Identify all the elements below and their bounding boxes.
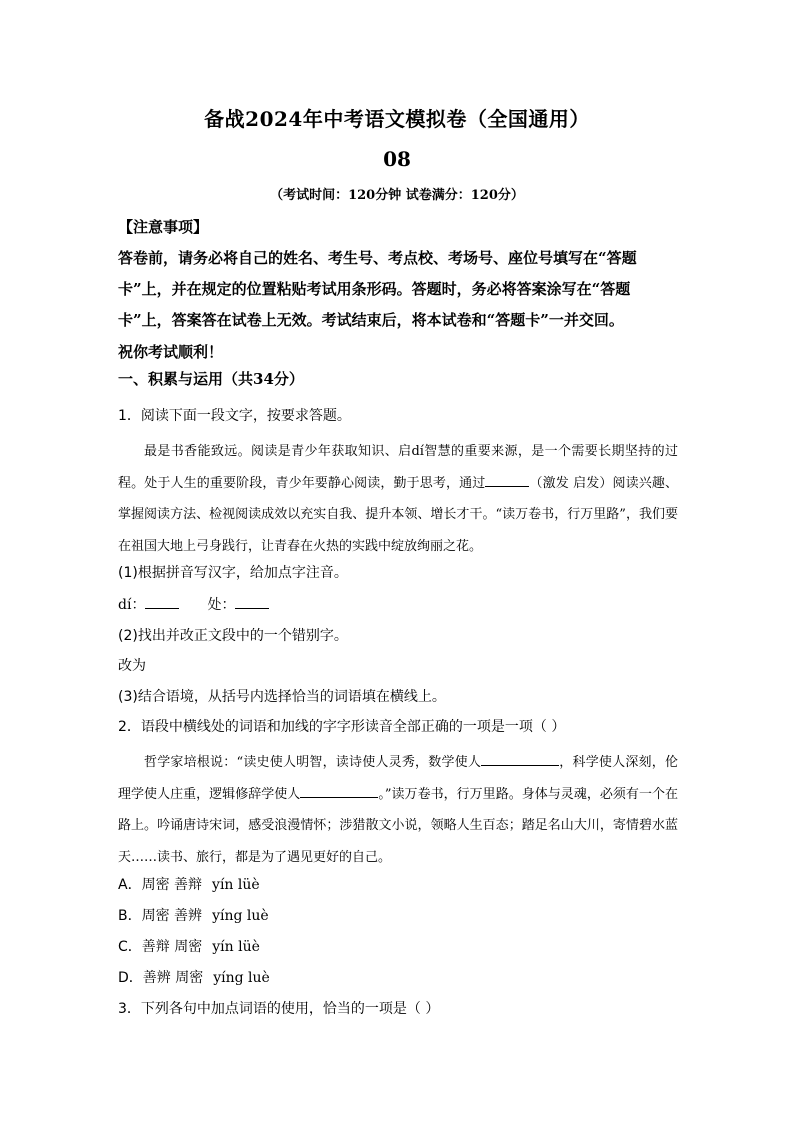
notice-body: 答卷前，请务必将自己的姓名、考生号、考点校、考场号、座位号填写在“答题卡”上，并在规定的位置粘贴考试用条形码。答题时，务必将答案涂写在“答题卡”上，答案答在试卷上无效。考试结束后，将本试卷和“答题卡”一并交回。	[118, 249, 637, 329]
question-3-stem: 3．下列各句中加点词语的使用，恰当的一项是（ ）	[118, 1001, 440, 1017]
option-d[interactable]	[118, 967, 270, 987]
passage-choice: （激发 启发）	[529, 475, 613, 491]
option-pinyin: yíng luè	[212, 908, 269, 924]
option-letter: B．	[118, 908, 142, 924]
question-1-stem: 1．阅读下面一段文字，按要求答题。	[118, 408, 351, 424]
option-words: 善辩 周密	[141, 939, 203, 955]
option-words: 周密 善辩	[141, 877, 203, 893]
chu-blank[interactable]	[235, 594, 269, 609]
answer-blank[interactable]	[300, 783, 378, 798]
option-letter: D．	[118, 970, 143, 986]
passage-text-a: 最是书香能致远。阅读是青少年获取知识、启dí智慧的重要来源，是一个需要长期坚持的过程。处于人生的重要阶段，青少年要静心阅读，勤于思考，通过	[118, 444, 678, 491]
passage-text-b: 阅读兴趣、掌握阅读方法、检视阅读成效以充实自我、提升本领、增长才干。“读万卷书，行万里路”，我们要在祖国大地上弓身践行，让青春在火热的实践中绽放绚丽之花。	[118, 475, 678, 554]
option-words: 周密 善辨	[141, 908, 203, 924]
pinyin-blank[interactable]	[145, 594, 179, 609]
page-title: 备战2024年中考语文模拟卷（全国通用）	[204, 107, 590, 131]
section-title: 一、积累与运用（共34分）	[118, 370, 304, 388]
question-1-passage	[118, 436, 678, 562]
pinyin-answer-line	[118, 594, 269, 614]
option-c[interactable]	[118, 936, 260, 956]
passage-text-c: 。”读万卷书，行万里路。身体与灵魂，必须有一个在路上。吟诵唐诗宋词，感受浪漫情怀；涉猎散文小说，领略人生百态；踏足名山大川，寄情碧水蓝天……读书、旅行，都是为了遇见更好的自己。	[118, 786, 678, 865]
question-2-stem: 2．语段中横线处的词语和加线的字字形读音全部正确的一项是一项（ ）	[118, 719, 566, 735]
option-b[interactable]	[118, 905, 269, 925]
question-1-sub2: (2)找出并改正文段中的一个错别字。	[118, 628, 348, 644]
option-pinyin: yín lüè	[212, 877, 260, 893]
notice-heading: 【注意事项】	[118, 218, 209, 236]
fix-label: 改为	[118, 658, 146, 674]
chu-label: 处：	[207, 597, 236, 613]
question-1-sub3: (3)结合语境，从括号内选择恰当的词语填在横线上。	[118, 689, 446, 705]
question-1-sub1: (1)根据拼音写汉字，给加点字注音。	[118, 565, 348, 581]
question-2-passage	[118, 747, 678, 873]
exam-info: （考试时间：120分钟 试卷满分：120分）	[270, 188, 524, 203]
paper-number: 08	[383, 147, 411, 171]
option-pinyin: yíng luè	[213, 970, 270, 986]
option-pinyin: yín lüè	[212, 939, 260, 955]
passage-text-a: 哲学家培根说：“读史使人明智，读诗使人灵秀，数学使人	[144, 755, 482, 770]
notice-wish: 祝你考试顺利！	[118, 343, 224, 361]
pinyin-label: dí：	[118, 597, 146, 613]
answer-blank[interactable]	[485, 472, 529, 487]
passage-text-b: ，科学使人深刻，伦理学使人庄重，逻辑修辞学使人	[118, 755, 678, 802]
answer-blank[interactable]	[481, 751, 559, 766]
option-letter: C．	[118, 939, 142, 955]
option-a[interactable]	[118, 874, 260, 894]
option-words: 善辨 周密	[142, 970, 204, 986]
option-letter: A．	[118, 877, 142, 893]
